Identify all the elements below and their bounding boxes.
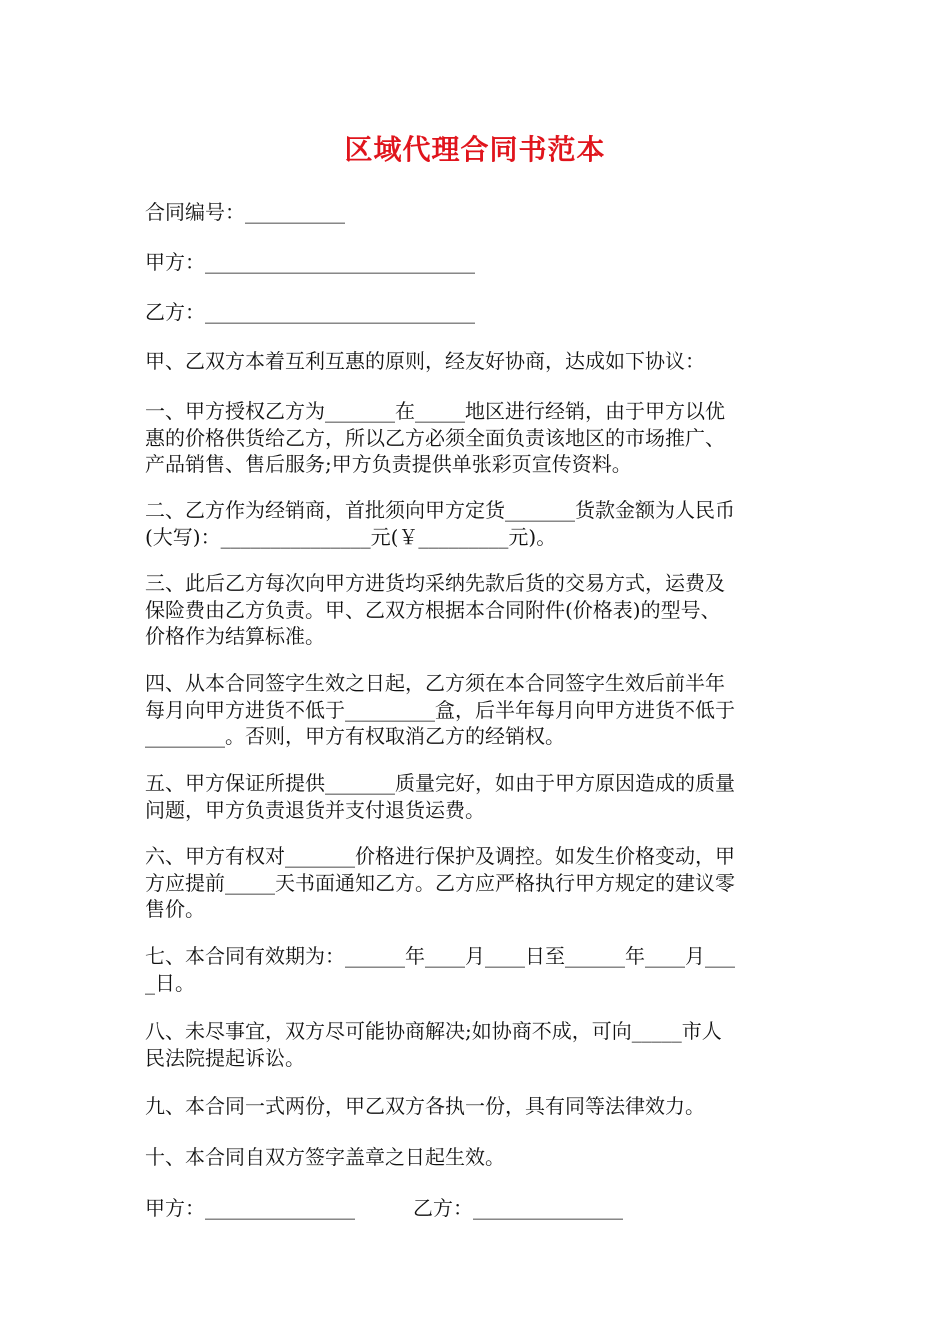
clause-3: [145, 570, 807, 650]
clause-5: [145, 770, 807, 823]
intro-paragraph: 甲、乙双方本着互利互惠的原则，经友好协商，达成如下协议：: [145, 349, 705, 373]
clause-line: 五、甲方保证所提供_______质量完好，如由于甲方原因造成的质量: [145, 771, 735, 795]
signature-party-b: 乙方：_______________: [413, 1196, 623, 1220]
clause-line: 二、乙方作为经销商，首批须向甲方定货_______货款金额为人民币: [145, 498, 735, 522]
clause-line: 每月向甲方进货不低于_________盒，后半年每月向甲方进货不低于: [145, 697, 735, 722]
clause-8: [145, 1018, 807, 1071]
clause-line: 价格作为结算标准。: [145, 624, 325, 648]
clause-line: 九、本合同一式两份，甲乙双方各执一份，具有同等法律效力。: [145, 1094, 705, 1118]
signature-party-a: 甲方：_______________: [145, 1196, 355, 1220]
clause-line: 惠的价格供货给乙方，所以乙方必须全面负责该地区的市场推广、: [145, 425, 725, 450]
clause-line: 六、甲方有权对_______价格进行保护及调控。如发生价格变动，甲: [145, 844, 735, 868]
clause-line: 八、未尽事宜，双方尽可能协商解决;如协商不成，可向_____市人: [145, 1019, 722, 1043]
clause-line: 保险费由乙方负责。甲、乙双方根据本合同附件(价格表)的型号、: [145, 597, 721, 622]
clause-2: [145, 497, 807, 550]
clause-line: 十、本合同自双方签字盖章之日起生效。: [145, 1145, 505, 1169]
document-title: 区域代理合同书范本: [344, 133, 606, 166]
clause-line: ________。否则，甲方有权取消乙方的经销权。: [145, 724, 565, 748]
contract-number-line: 合同编号：__________: [145, 200, 345, 224]
clause-line: 方应提前_____天书面通知乙方。乙方应严格执行甲方规定的建议零: [145, 870, 735, 895]
clause-line: _日。: [145, 970, 195, 995]
party-a-line: 甲方：___________________________: [145, 250, 475, 274]
clause-9: [145, 1093, 807, 1120]
party-b-line: 乙方：___________________________: [145, 300, 475, 324]
clause-line: 民法院提起诉讼。: [145, 1045, 305, 1070]
clause-line: 问题，甲方负责退货并支付退货运费。: [145, 797, 485, 822]
clause-10: [145, 1144, 807, 1171]
clause-line: 七、本合同有效期为：______年____月____日至______年____月___: [145, 944, 735, 968]
clause-7: [145, 943, 807, 996]
clause-line: 售价。: [145, 897, 205, 921]
clause-line: 产品销售、售后服务;甲方负责提供单张彩页宣传资料。: [145, 452, 632, 476]
clause-4: [145, 670, 807, 750]
clause-1: [145, 398, 807, 478]
clause-line: 一、甲方授权乙方为_______在_____地区进行经销，由于甲方以优: [145, 399, 725, 423]
clause-6: [145, 843, 807, 923]
clause-line: (大写)：_______________元(￥_________元)。: [145, 524, 557, 549]
clause-line: 三、此后乙方每次向甲方进货均采纳先款后货的交易方式，运费及: [145, 571, 725, 595]
clause-line: 四、从本合同签字生效之日起，乙方须在本合同签字生效后前半年: [145, 671, 725, 695]
